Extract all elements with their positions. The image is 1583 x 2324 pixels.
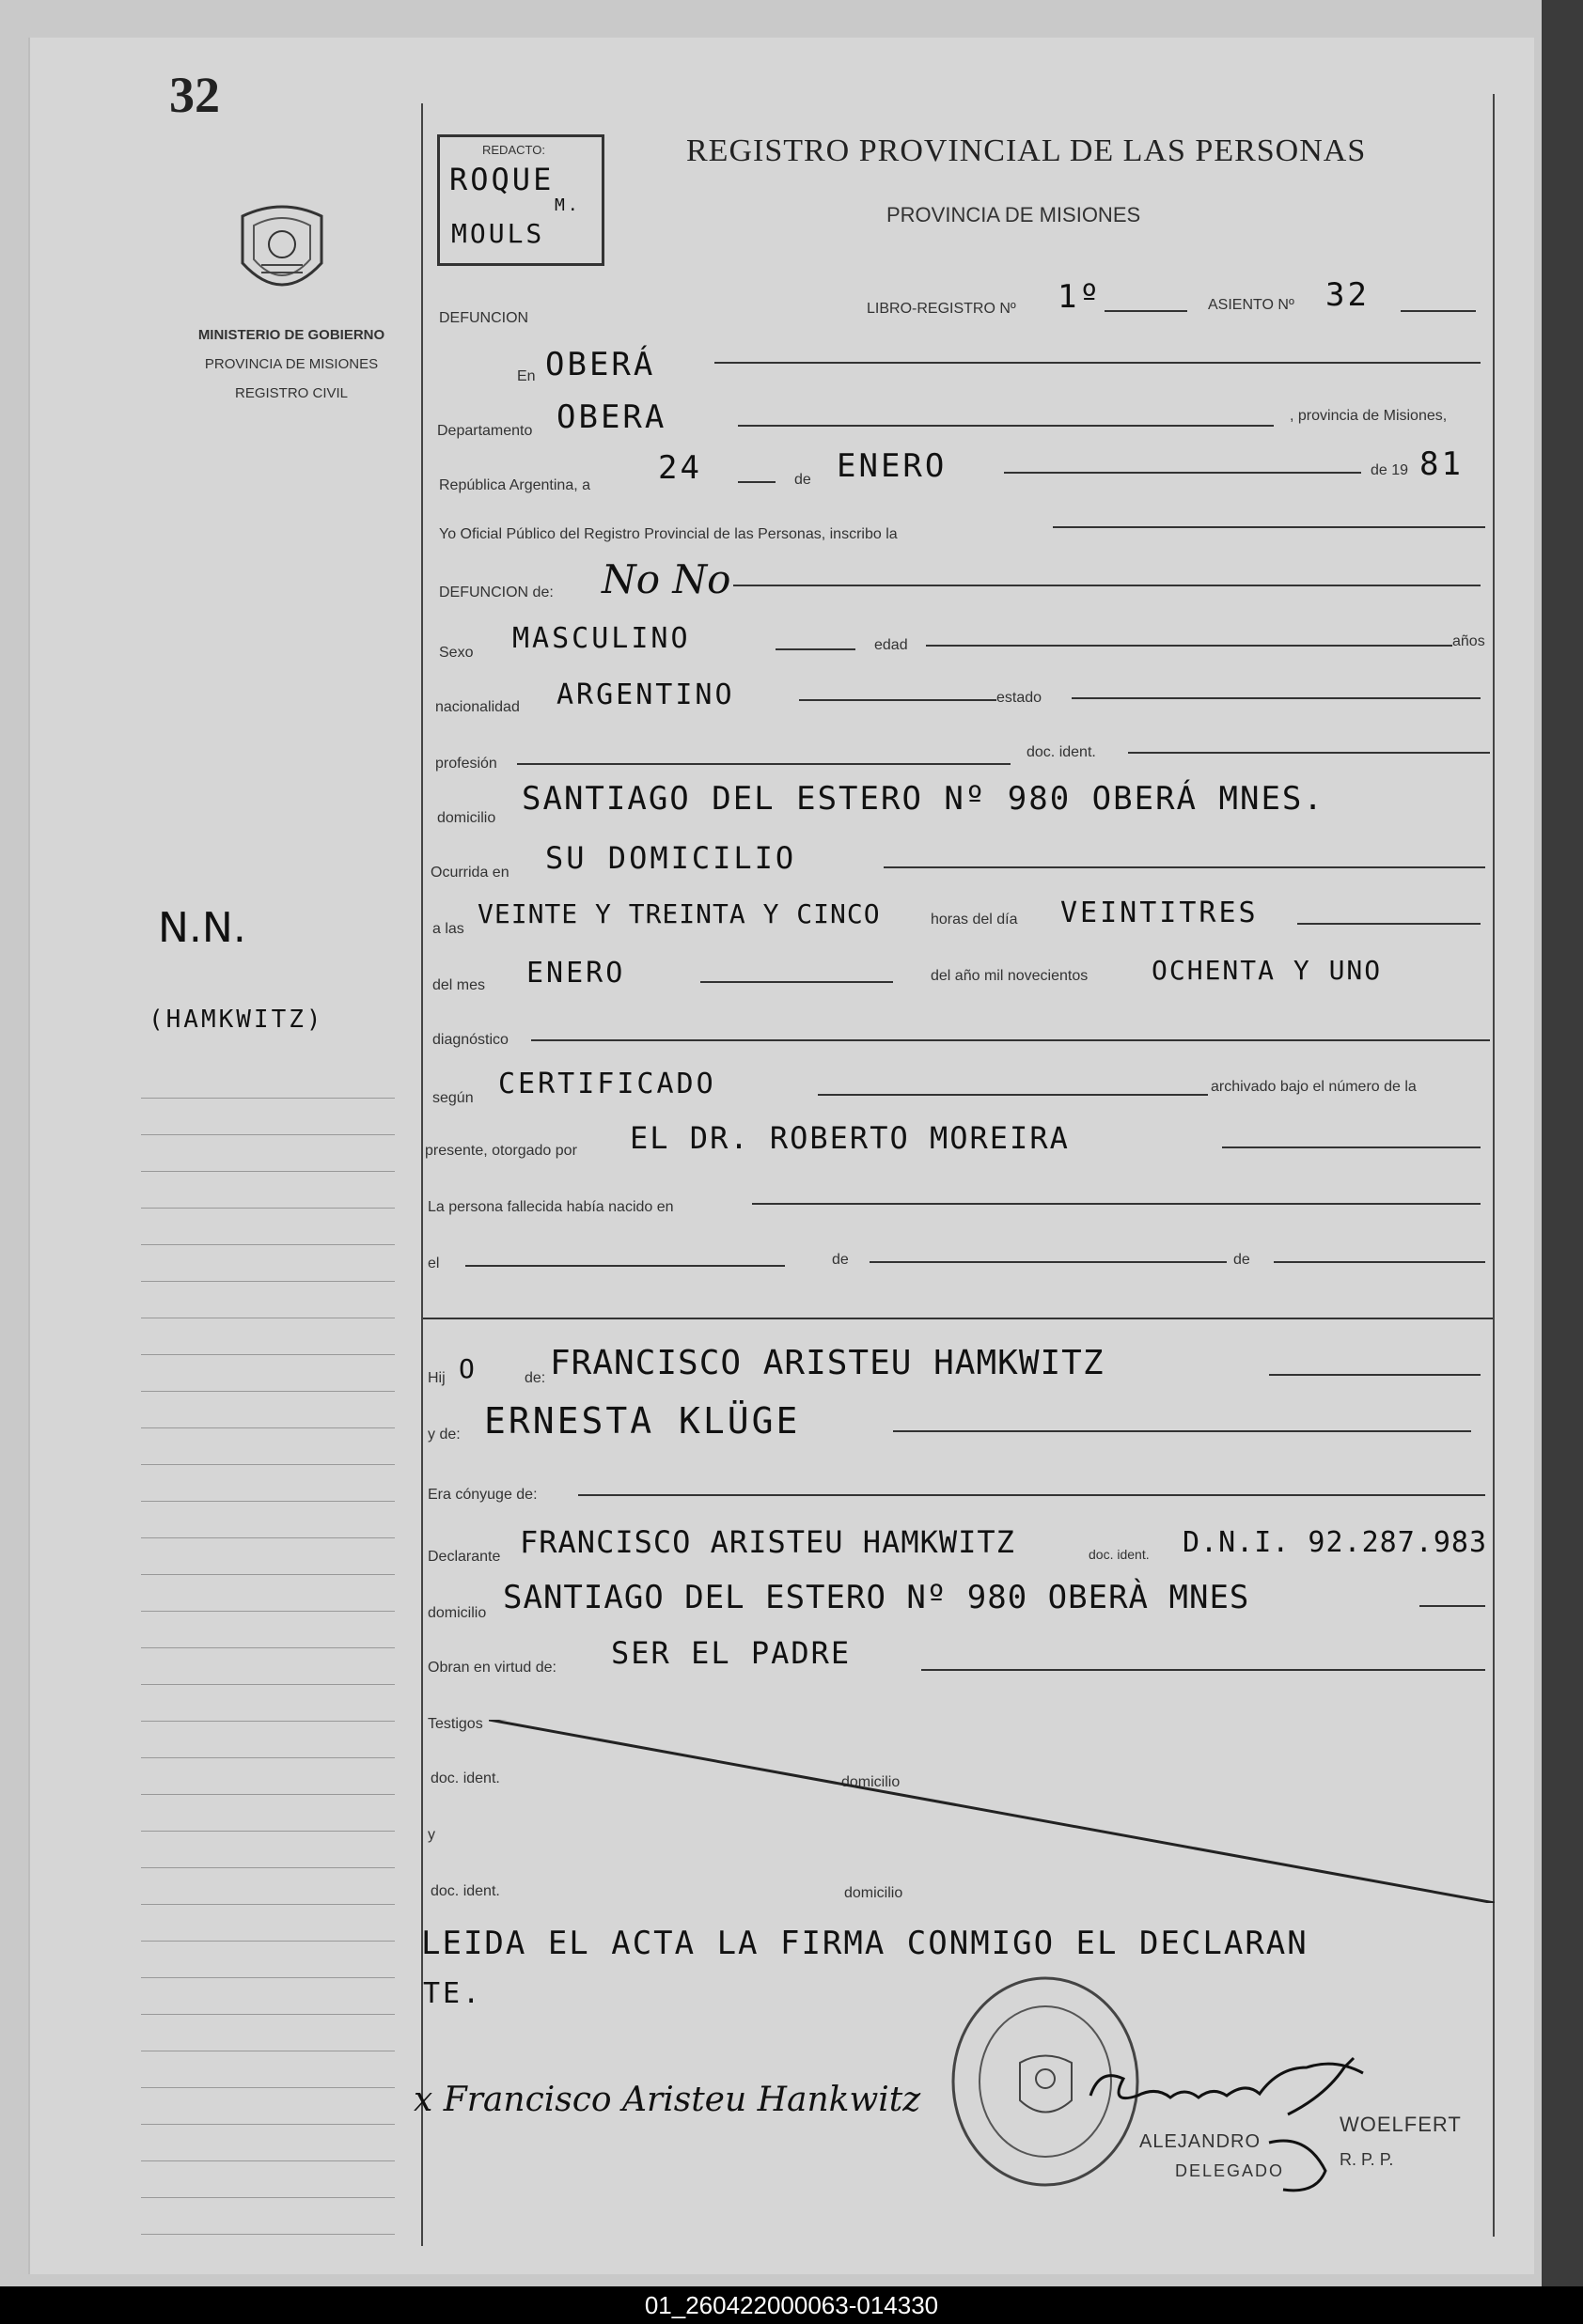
en-line — [714, 362, 1481, 364]
dia-texto-line — [1297, 923, 1481, 925]
diagnostico-label: diagnóstico — [432, 1032, 509, 1048]
madre-value: ERNESTA KLÜGE — [484, 1400, 801, 1442]
asiento-line — [1401, 310, 1476, 312]
segun-value: CERTIFICADO — [498, 1068, 716, 1100]
segun-line — [818, 1094, 1208, 1096]
hijo-label: Hij — [428, 1370, 446, 1386]
testigo1-doc-label: doc. ident. — [431, 1770, 500, 1786]
ministry-name: MINISTERIO DE GOBIERNO — [197, 327, 385, 343]
ministry-office: REGISTRO CIVIL — [234, 385, 349, 401]
presente-value: EL DR. ROBERTO MOREIRA — [630, 1120, 1070, 1156]
anio-value: 81 — [1419, 445, 1464, 483]
obran-value: SER EL PADRE — [611, 1635, 852, 1671]
margin-name: N.N. — [158, 904, 246, 952]
declarante-value: FRANCISCO ARISTEU HAMKWITZ — [520, 1524, 1015, 1560]
libro-line — [1105, 310, 1187, 312]
redacto-label: REDACTO: — [482, 143, 545, 157]
profesion-line — [517, 763, 1011, 765]
libro-label: LIBRO-REGISTRO Nº — [867, 301, 1016, 317]
document-subtitle: PROVINCIA DE MISIONES — [886, 203, 1141, 226]
nota-line2: TE. — [423, 1977, 483, 2010]
asiento-value: 32 — [1325, 276, 1370, 314]
domicilio-value: SANTIAGO DEL ESTERO Nº 980 OBERÁ MNES. — [522, 780, 1324, 818]
asiento-label: ASIENTO Nº — [1208, 297, 1294, 313]
page-number: 32 — [169, 67, 220, 123]
en-value: OBERÁ — [545, 346, 656, 383]
scan-edge — [1542, 0, 1583, 2324]
ocurrida-label: Ocurrida en — [431, 865, 509, 881]
presente-label: presente, otorgado por — [425, 1143, 577, 1159]
el-line — [465, 1265, 785, 1267]
ministry-block — [150, 327, 432, 401]
horas-label: horas del día — [931, 912, 1018, 928]
document-title: REGISTRO PROVINCIAL DE LAS PERSONAS — [686, 133, 1367, 168]
conyuge-label: Era cónyuge de: — [428, 1487, 538, 1503]
estado-line — [1072, 697, 1481, 699]
padre-value: FRANCISCO ARISTEU HAMKWITZ — [550, 1344, 1105, 1382]
official-surname: WOELFERT — [1340, 2113, 1462, 2136]
libro-value: 1º — [1058, 278, 1102, 316]
madre-de-label: y de: — [428, 1427, 461, 1443]
declarante-doc-value: D.N.I. 92.287.983 — [1183, 1526, 1488, 1559]
padre-line — [1269, 1374, 1481, 1376]
testigo1-domicilio-label: domicilio — [841, 1774, 901, 1790]
sexo-value: MASCULINO — [512, 622, 691, 655]
defuncion-de-label: DEFUNCION de: — [439, 585, 554, 600]
doc-ident-label: doc. ident. — [1027, 744, 1096, 760]
anio-mil-label: del año mil novecientos — [931, 968, 1089, 984]
margin-ruled-lines — [141, 1062, 395, 2235]
edad-label: edad — [874, 637, 908, 653]
decl-domicilio-line — [1419, 1605, 1485, 1607]
obran-line — [921, 1669, 1485, 1671]
nac-de2-label: de — [1233, 1252, 1250, 1268]
margin-rule-right — [1493, 94, 1495, 2237]
official-name: ALEJANDRO — [1139, 2131, 1262, 2152]
segun-label: según — [432, 1090, 474, 1106]
de19-label: de 19 — [1371, 462, 1409, 478]
sexo-line — [776, 648, 855, 650]
redacto-line2: MOULS — [451, 218, 545, 249]
anos-label: años — [1452, 633, 1485, 649]
section-divider — [423, 1318, 1493, 1319]
declarante-doc-label: doc. ident. — [1089, 1547, 1150, 1562]
madre-line — [893, 1430, 1471, 1432]
provincia-label: , provincia de Misiones, — [1290, 408, 1448, 424]
nacionalidad-label: nacionalidad — [435, 699, 520, 715]
declarante-signature: x Francisco Aristeu Hankwitz — [414, 2081, 921, 2119]
provincial-emblem-icon — [233, 197, 331, 306]
testigos-label: Testigos — [428, 1716, 483, 1732]
nota-line1: LEIDA EL ACTA LA FIRMA CONMIGO EL DECLARAN — [421, 1925, 1309, 1962]
estado-label: estado — [996, 690, 1042, 706]
departamento-label: Departamento — [437, 423, 533, 439]
nacido-line — [752, 1203, 1481, 1205]
obran-label: Obran en virtud de: — [428, 1660, 556, 1676]
oficial-line — [1053, 526, 1485, 528]
departamento-line — [738, 425, 1274, 427]
nacionalidad-line — [799, 699, 996, 701]
margin-surname: (HAMKWITZ) — [149, 1006, 324, 1034]
defuncion-de-value: No No — [602, 556, 731, 602]
de-label: de — [794, 472, 811, 488]
dia-value: 24 — [658, 449, 702, 487]
profesion-label: profesión — [435, 756, 497, 772]
conyuge-line — [578, 1494, 1485, 1496]
diagnostico-line — [531, 1039, 1490, 1041]
domicilio-label: domicilio — [437, 810, 496, 826]
ocurrida-line — [884, 866, 1485, 868]
en-label: En — [517, 368, 536, 384]
testigo2-domicilio-label: domicilio — [844, 1885, 903, 1901]
mes-line — [1004, 472, 1361, 474]
oficial-label: Yo Oficial Público del Registro Provincial de las Personas, inscribo la — [439, 526, 898, 542]
nacionalidad-value: ARGENTINO — [556, 678, 735, 711]
edad-line — [926, 645, 1452, 647]
defuncion-section-label: DEFUNCION — [439, 310, 529, 326]
presente-line — [1222, 1146, 1481, 1148]
redacto-mid: M. — [555, 195, 581, 215]
archivado-label: archivado bajo el número de la — [1211, 1079, 1417, 1095]
cancel-diagonal — [489, 1720, 1495, 1903]
nac-de2-line — [1274, 1261, 1485, 1263]
scan-id-strip: 01_260422000063-014330 — [0, 2286, 1583, 2324]
padre-de-label: de: — [525, 1370, 546, 1386]
alas-value: VEINTE Y TREINTA Y CINCO — [478, 898, 881, 929]
ministry-province: PROVINCIA DE MISIONES — [204, 356, 379, 372]
republica-label: República Argentina, a — [439, 477, 590, 493]
mes-value: ENERO — [837, 447, 948, 485]
testigo2-doc-label: doc. ident. — [431, 1883, 500, 1899]
hijo-suffix: O — [459, 1353, 478, 1384]
delmes-label: del mes — [432, 977, 486, 993]
delmes-line — [700, 981, 893, 983]
defuncion-de-line — [733, 585, 1481, 586]
nac-de1-label: de — [832, 1252, 849, 1268]
official-rpp: R. P. P. — [1340, 2150, 1394, 2169]
ocurrida-value: SU DOMICILIO — [545, 840, 797, 876]
anio-texto-value: OCHENTA Y UNO — [1152, 955, 1383, 986]
dia-line — [738, 481, 776, 483]
delmes-value: ENERO — [526, 957, 626, 990]
doc-ident-line — [1128, 752, 1490, 754]
el-label: el — [428, 1256, 440, 1271]
nac-de1-line — [870, 1261, 1227, 1263]
departamento-value: OBERA — [556, 398, 667, 436]
sexo-label: Sexo — [439, 645, 474, 661]
redacto-line1: ROQUE — [449, 162, 555, 197]
testigo-y-label: y — [428, 1827, 435, 1843]
redacto-box — [437, 134, 604, 266]
dia-texto-value: VEINTITRES — [1060, 897, 1259, 929]
decl-domicilio-label: domicilio — [428, 1605, 487, 1621]
official-title: DELEGADO — [1175, 2161, 1285, 2180]
alas-label: a las — [432, 921, 464, 937]
nacido-label: La persona fallecida había nacido en — [428, 1199, 674, 1215]
decl-domicilio-value: SANTIAGO DEL ESTERO Nº 980 OBERÀ MNES — [503, 1579, 1250, 1616]
declarante-label: Declarante — [428, 1549, 501, 1565]
